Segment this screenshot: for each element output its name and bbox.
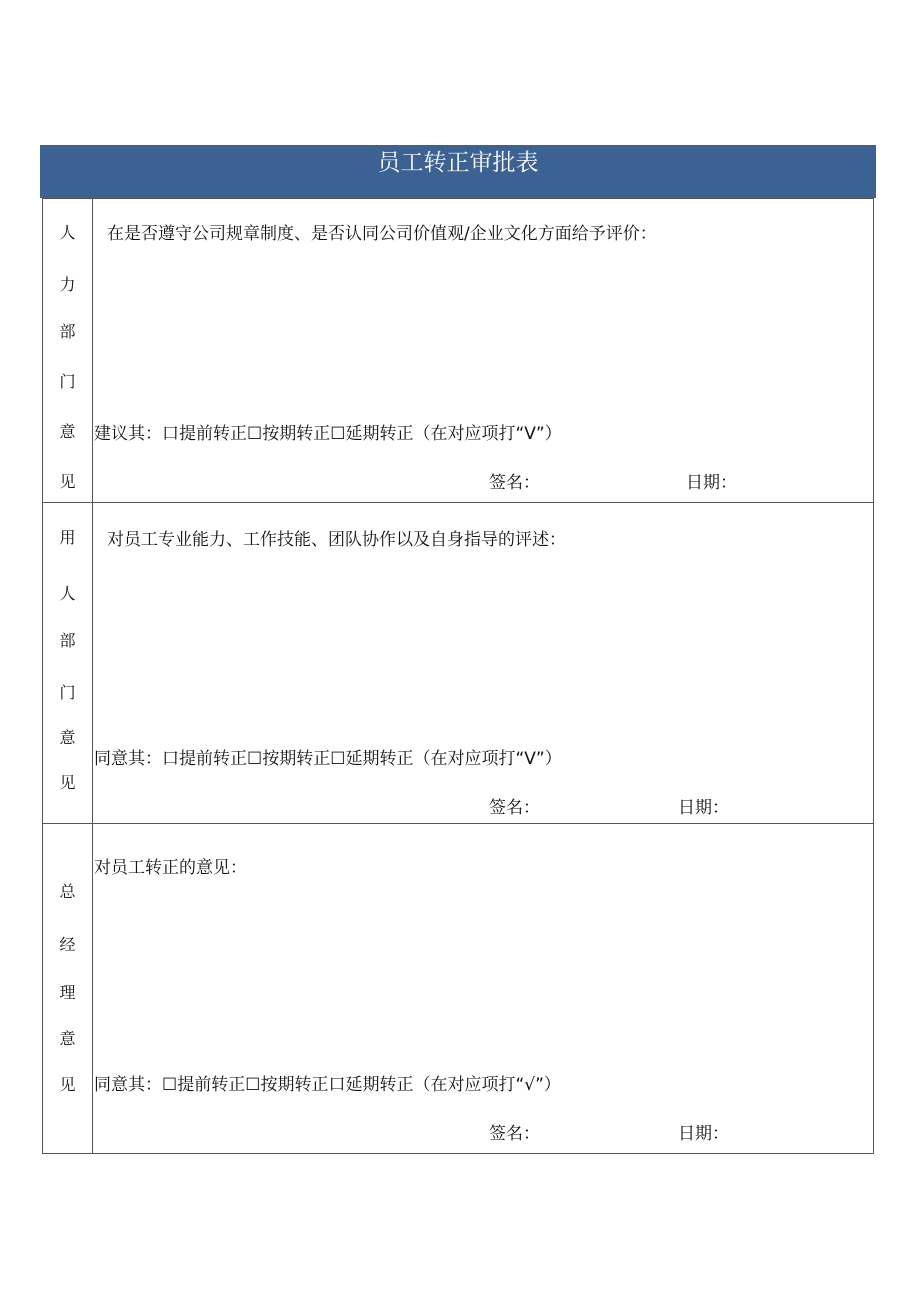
label-char: 见 [59, 472, 76, 491]
label-char: 经 [59, 935, 76, 954]
label-char: 见 [59, 773, 76, 792]
label-char: 人 [59, 584, 76, 603]
label-char: 见 [59, 1075, 76, 1094]
evaluation-prompt: 对员工专业能力、工作技能、团队协作以及自身指导的评述： [107, 530, 566, 550]
recommendation-options[interactable]: 建议其：口提前转正☐按期转正☐延期转正（在对应项打“V”） [94, 424, 562, 444]
approval-options[interactable]: 同意其：☐提前转正☐按期转正口延期转正（在对应项打“√”） [94, 1075, 561, 1095]
label-char: 部 [59, 322, 76, 341]
department-opinion-section [42, 502, 874, 824]
signature-label: 签名： [489, 473, 540, 493]
date-label: 日期： [678, 1124, 729, 1144]
hr-opinion-section [42, 198, 874, 503]
label-char: 总 [59, 882, 76, 901]
gm-section-label [43, 824, 93, 1153]
form-title: 员工转正审批表 [40, 145, 876, 198]
label-char: 意 [59, 728, 76, 747]
general-manager-opinion-section [42, 823, 874, 1154]
label-char: 力 [59, 275, 76, 294]
signature-label: 签名： [489, 1124, 540, 1144]
label-char: 门 [59, 372, 76, 391]
approval-options[interactable]: 同意其：口提前转正☐按期转正☐延期转正（在对应项打“V”） [94, 749, 562, 769]
dept-section-label [43, 503, 93, 823]
label-char: 部 [59, 631, 76, 650]
label-char: 意 [59, 422, 76, 441]
label-char: 用 [59, 528, 76, 547]
evaluation-prompt: 在是否遵守公司规章制度、是否认同公司价值观/企业文化方面给予评价： [107, 224, 657, 244]
date-label: 日期： [678, 798, 729, 818]
evaluation-prompt: 对员工转正的意见： [94, 858, 247, 878]
label-char: 门 [59, 683, 76, 702]
date-label: 日期： [686, 473, 737, 493]
label-char: 人 [59, 223, 76, 242]
label-char: 意 [59, 1029, 76, 1048]
signature-label: 签名： [489, 798, 540, 818]
label-char: 理 [59, 983, 76, 1002]
hr-section-label [43, 199, 93, 502]
